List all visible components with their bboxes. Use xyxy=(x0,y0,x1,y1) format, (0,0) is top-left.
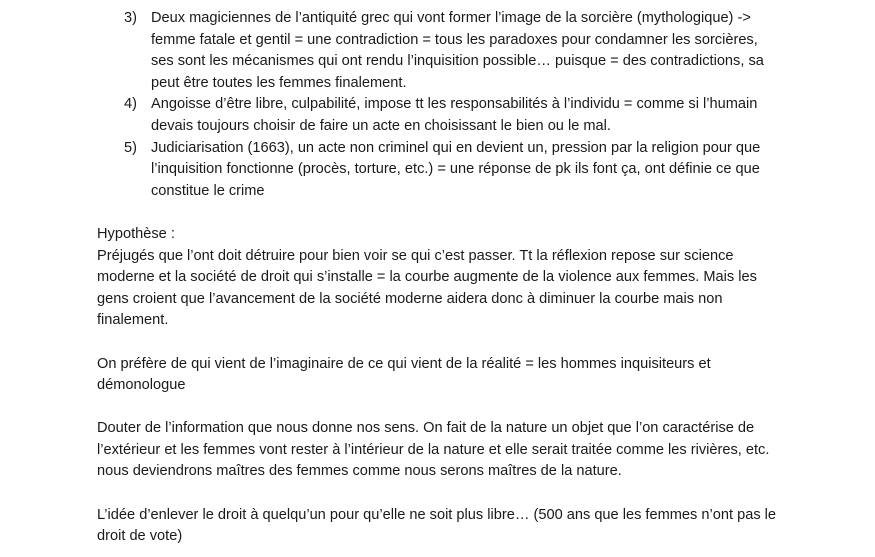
list-item xyxy=(0,94,771,137)
document-page xyxy=(0,8,875,548)
list-number: 4) xyxy=(124,96,137,113)
list-number: 3) xyxy=(124,10,137,26)
list-item-text: Judiciarisation (1663), un acte non criminel qui en devient un, pression par la religion pour que l’inquisition fonctionne (procès, torture, etc.) = une réponse de pk ils font ça, ont définie ce que constitue le crime xyxy=(151,139,761,199)
spacer xyxy=(0,483,875,505)
list-item xyxy=(0,138,771,203)
spacer xyxy=(0,397,875,419)
list-item-text: Deux magiciennes de l’antiquité grec qui vont former l’image de la sorcière (mythologique) -> femme fatale et gentil = une contradiction = tous les paradoxes pour condamner les sorcières, ses sont les mécanismes qui ont rendu l’inquisition possible… puisque = des contradictions, sa peut être toutes les femmes finalement. xyxy=(151,10,764,91)
list-item-text: Angoisse d’être libre, culpabilité, impose tt les responsabilités à l’individu = comme si l’humain devais toujours choisir de faire un acte en choisissant le bien ou le mal. xyxy=(151,96,758,134)
paragraph-nature: Douter de l’information que nous donne nos sens. On fait de la nature un objet que l’on caractérise de l’extérieur et les femmes vont rester à l’intérieur de la nature et elle serait traitée comme les rivières, etc. nous deviendrons maîtres des femmes comme nous serons maîtres de la nature. xyxy=(97,420,770,480)
paragraph-droit: L’idée d’enlever le droit à quelqu’un pour qu’elle ne soit plus libre… (500 ans que les femmes n’ont pas le droit de vote) xyxy=(97,506,777,545)
hypothese-label: Hypothèse : xyxy=(97,225,175,242)
paragraph-prejuges: Préjugés que l’ont doit détruire pour bien voir se qui c’est passer. Tt la réflexion repose sur science moderne et la société de droit qui s’installe = la courbe augmente de la violence aux femmes. Mais les gens croient que l’avancement de la société moderne aidera donc à diminuer la courbe mais non finalement. xyxy=(97,247,757,329)
numbered-list xyxy=(0,8,875,202)
spacer xyxy=(0,332,875,354)
list-number: 5) xyxy=(124,139,137,156)
paragraph-imaginaire: On préfère de qui vient de l’imaginaire de ce qui vient de la réalité = les hommes inquisiteurs et démonologue xyxy=(97,355,711,394)
spacer xyxy=(0,202,875,224)
list-item xyxy=(0,8,771,94)
